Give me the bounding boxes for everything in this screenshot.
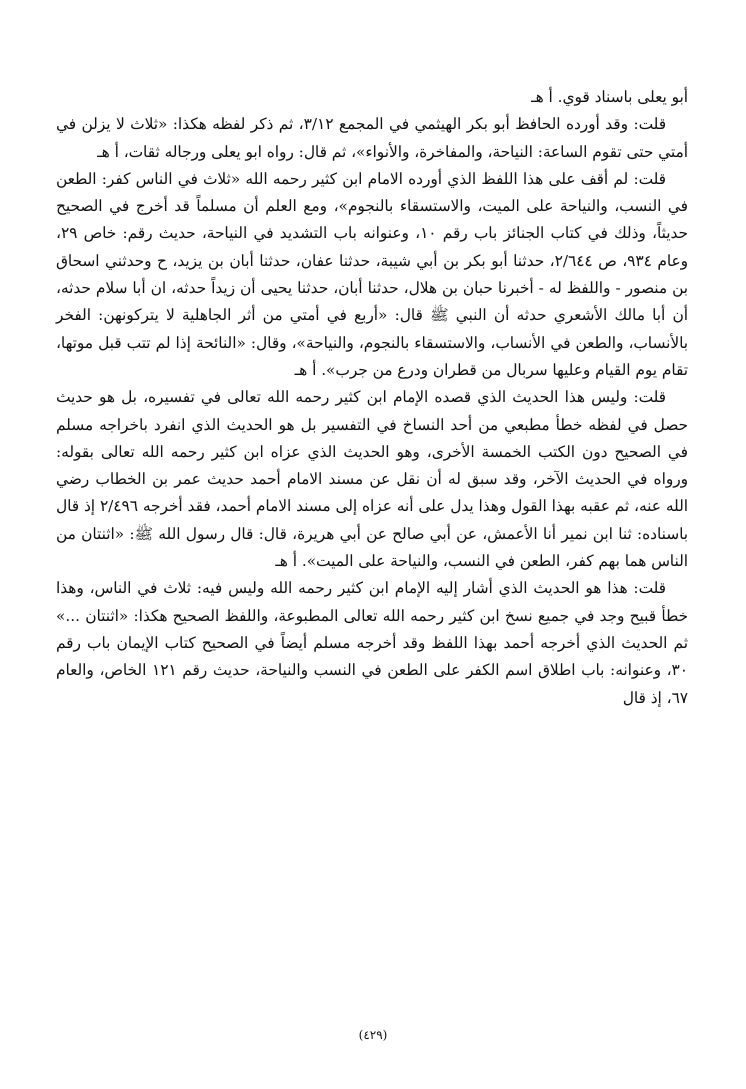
paragraph-5: قلت: هذا هو الحديث الذي أشار إليه الإمام ابن كثير رحمه الله وليس فيه: ثلاث في الناس، وهذا خطأ قبيح وجد في جميع نسخ ابن كثير رحمه الله تعالى المطبوعة، واللفظ الصحيح هكذا: «اثنتان ...» ثم الحديث الذي أخرجه أحمد بهذا اللفظ وقد أخرجه مسلم أيضاً في الصحيح كتاب الإيمان باب رقم ٣٠، وعنوانه: باب اطلاق اسم الكفر على الطعن في النسب والنياحة، حديث رقم ١٢١ الخاص، والعام ٦٧، إذ قال [56, 579, 688, 707]
paragraph-2: قلت: وقد أورده الحافظ أبو بكر الهيثمي في المجمع ٣/١٢، ثم ذكر لفظه هكذا: «ثلاث لا يزلن في أمتي حتى تقوم الساعة: النياحة، والمفاخرة، والأنواء»، ثم قال: رواه ابو يعلى ورجاله ثقات، أ هـ [56, 115, 688, 161]
paragraph-1: أبو يعلى باسناد قوي. أ هـ [531, 88, 688, 106]
page-number: (٤٢٩) [358, 1028, 388, 1042]
paragraph-4: قلت: وليس هذا الحديث الذي قصده الإمام ابن كثير رحمه الله تعالى في تفسيره، بل هو حديث حصل في لفظه خطأ مطبعي من أحد النساخ في التفسير بل هو الحديث الذي انفرد باخراجه مسلم في الصحيح دون الكتب الخمسة الأخرى، وهو الحديث الذي عزاه ابن كثير رحمه الله تعالى بقوله: ورواه في الحديث الآخر، وقد سبق له أن نقل عن مسند الامام أحمد حديث عمر بن الخطاب رضي الله عنه، ثم عقبه بهذا القول وهذا يدل على أنه عزاه إلى مسند الامام أحمد، فقد أخرجه ٢/٤٩٦ إذ قال باسناده: ثنا ابن نمير أنا الأعمش، عن أبي صالح عن أبي هريرة، قال: قال رسول الله ﷺ: «اثنتان من الناس هما بهم كفر، الطعن في النسب، والنياحة على الميت». أ هـ [56, 388, 688, 571]
paragraph-3: قلت: لم أقف على هذا اللفظ الذي أورده الامام ابن كثير رحمه الله «ثلاث في الناس كفر: الطعن في النسب، والنياحة على الميت، والاستسقاء بالنجوم»، ومع العلم أن مسلماً قد أخرج في الصحيح حديثاً، وذلك في كتاب الجنائز باب رقم ١٠، وعنوانه باب التشديد في النياحة، حديث رقم: خاص ٢٩، وعام ٩٣٤، ص ٢/٦٤٤، حدثنا أبو بكر بن أبي شيبة، حدثنا عفان، حدثنا أبان بن يزيد، ح وحدثني اسحاق بن منصور - واللفظ له - أخبرنا حبان بن هلال، حدثنا أبان، حدثنا يحيى أن زيداً حدثه، ان أبا سلام حدثه، أن أبا مالك الأشعري حدثه أن النبي ﷺ قال: «أربع في أمتي من أثر الجاهلية لا يتركونهن: الفخر بالأنساب، والطعن في الأنساب، والاستسقاء بالنجوم، والنياحة»، وقال: «النائحة إذا لم تتب قبل موتها، تقام يوم القيام وعليها سربال من قطران ودرع من جرب». أ هـ [56, 169, 688, 379]
body-text [56, 84, 688, 712]
